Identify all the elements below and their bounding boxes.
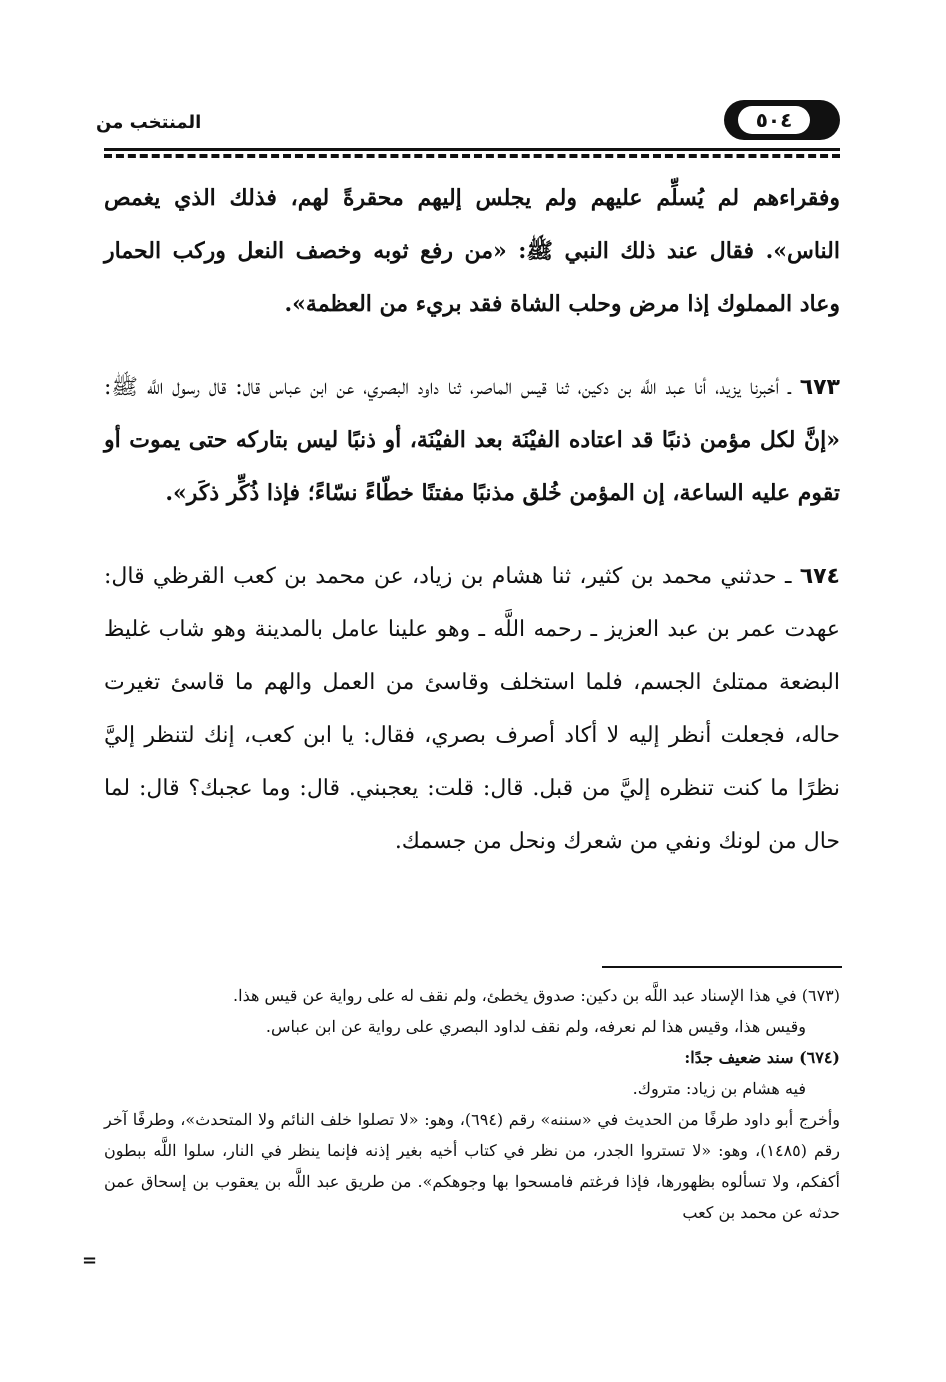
footnote-673-line1: (٦٧٣) في هذا الإسناد عبد اللَّه بن دكين: صدوق يخطئ، ولم نقف له على رواية عن قيس هذا. [233,986,840,1005]
footnote-673-line2: وقيس هذا، وقيس هذا لم نعرفه، ولم نقف لداود البصري على رواية عن ابن عباس. [265,1017,806,1036]
footnote-674-line2: وأخرج أبو داود طرفًا من الحديث في «سننه» رقم (٦٩٤)، وهو: «لا تصلوا خلف النائم ولا المتحدث»، وطرفًا آخر رقم (١٤٨٥)، وهو: «لا تستروا الجدر، من نظر في كتاب أخيه بغير إذنه فإنما ينظر في النار، سلوا اللَّه ببطون أكفكم، ولا تسألوه بظهورها، فإذا فرغتم فامسحوا بها وجوهكم». من طريق عبد اللَّه بن يعقوب بن إسحاق عمن حدثه عن محمد بن كعب [104,1110,841,1222]
main-text [104,172,840,868]
hadith-674 [104,550,840,868]
footnote-separator [602,966,842,968]
para1-line2: الناس». فقال عند ذلك النبي ﷺ: «من رفع ثوبه وخصف النعل وركب [172,238,840,264]
hadith-674-text: ـ حدثني محمد بن كثير، ثنا هشام بن زياد، عن محمد بن كعب القرظي قال: عهدت عمر بن عبد العزيز ـ رحمه اللَّه ـ وهو علينا عامل بالمدينة وهو شاب غليظ البضعة ممتلئ الجسم، فلما استخلف وقاسئ من العمل والهم ما قاسئ تغيرت حاله، فجعلت أنظر إليه لا أكاد أصرف بصري، فقال: يا ابن كعب، إنك لتنظر إليَّ نظرًا ما كنت تنظره إليَّ من قبل. قال: قلت: يعجبني. قال: وما عجبك؟ قال: لما حال من لونك ونفي من شعرك ونحل من جسمك. [104,564,840,854]
book-title: المنتخب من [96,112,202,133]
footnotes [104,980,840,1228]
hadith-number-674: ٦٧٤ [799,564,840,589]
hadith-673 [104,361,840,520]
header-rule [104,148,840,151]
page-number: ٥٠٤ [738,106,810,134]
hadith-673-chain: ـ أخبرنا يزيد، أنا عبد اللَّه بن دكين، ثنا قيس الماصر، ثنا داود البصري، عن ابن عباس قال: قال رسول اللَّه ﷺ: [104,375,791,400]
page-number-badge [724,100,840,140]
page-header [96,98,840,148]
footnote-continuation-mark: = [82,1250,98,1271]
para1-line3: الحمار وعاد المملوك إذا مرض وحلب الشاة فقد بريء من العظمة». [104,238,840,317]
footnote-674-line1: فيه هشام بن زياد: متروك. [632,1079,806,1098]
footnote-674-heading: (٦٧٤) سند ضعيف جدًا: [684,1048,840,1067]
paragraph-continuation [104,172,840,331]
hadith-673-text: «إنَّ لكل مؤمن ذنبًا قد اعتاده الفيْنَة بعد الفيْنَة، أو ذنبًا ليس بتاركه حتى يموت أو تقوم عليه الساعة، إن المؤمن خُلق مذنبًا مفتنًا خطّاءً نسّاءً؛ فإذا ذُكِّر ذكَر». [104,427,840,506]
header-dashed-rule [104,154,840,158]
hadith-number-673: ٦٧٣ [799,375,840,400]
para1-line1: وفقراءهم لم يُسلِّم عليهم ولم يجلس إليهم محقرةً لهم، فذلك الذي يغمص [104,185,840,211]
